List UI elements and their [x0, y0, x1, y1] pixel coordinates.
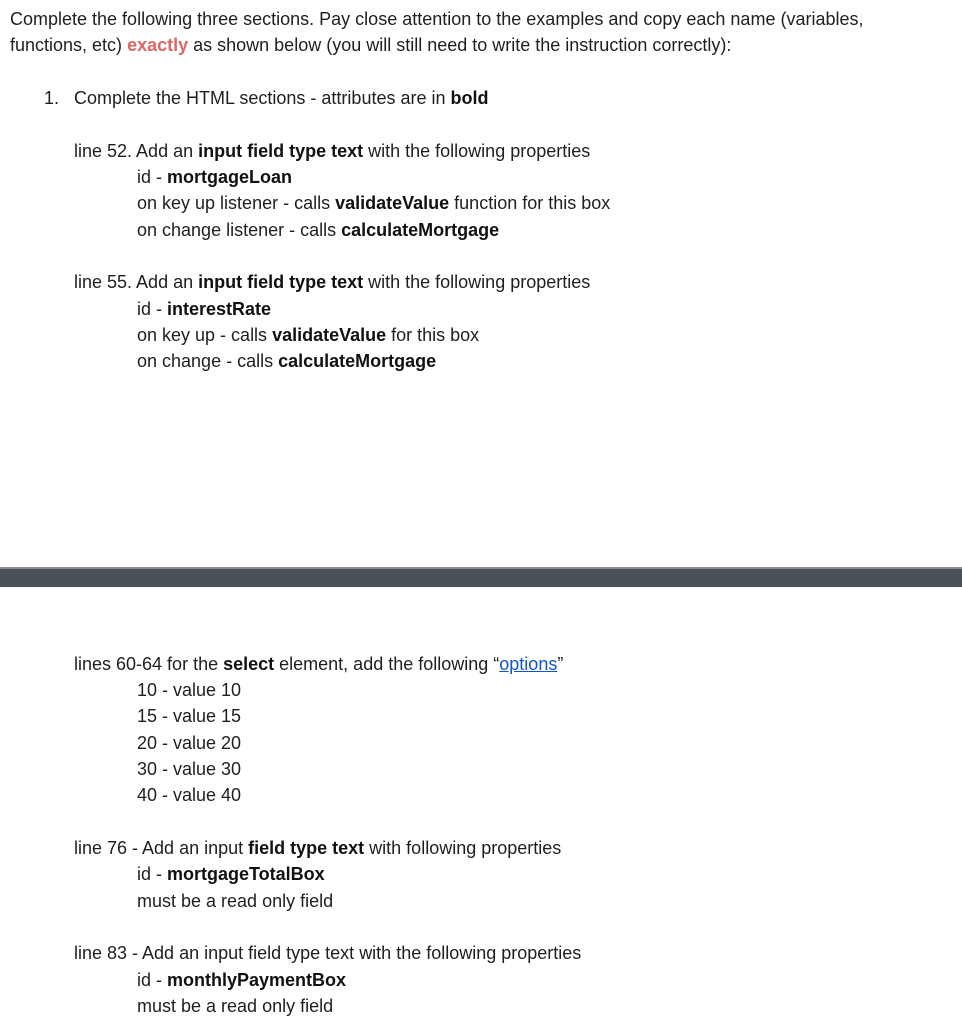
line55-keyup-c: for this box — [386, 325, 480, 345]
intro-line-1 — [10, 6, 863, 32]
emphasis-exactly: exactly — [127, 35, 189, 55]
intro-line-2 — [10, 32, 731, 58]
line52-head-b: input field type text — [198, 141, 364, 161]
line52-change — [137, 217, 499, 243]
section-1-text: Complete the HTML sections - attributes are in — [74, 88, 451, 108]
line52-heading — [74, 138, 590, 164]
line55-head-a: line 55. Add an — [74, 272, 199, 292]
line52-id — [137, 164, 292, 190]
lines60-head-d: ” — [557, 654, 564, 674]
line55-keyup-b: validateValue — [272, 325, 387, 345]
line52-keyup-a: on key up listener - calls — [137, 193, 336, 213]
line55-change-b: calculateMortgage — [278, 351, 437, 371]
line76-id — [137, 861, 325, 887]
lines60-heading — [74, 651, 563, 677]
line55-head-b: input field type text — [198, 272, 364, 292]
line76-id-label: id - — [137, 864, 168, 884]
line83-id-label: id - — [137, 970, 168, 990]
option-item: 10 - value 10 — [137, 680, 242, 700]
intro-text-1: Complete the following three sections. Pay close attention to the examples and copy each name (variables, — [10, 9, 864, 29]
option-item: 15 - value 15 — [137, 706, 242, 726]
line55-change-a: on change - calls — [137, 351, 279, 371]
lines60-head-b: select — [223, 654, 275, 674]
line52-head-a: line 52. Add an — [74, 141, 199, 161]
line52-keyup — [137, 190, 610, 216]
line52-id-value: mortgageLoan — [167, 167, 293, 187]
line76-head-b: field type text — [248, 838, 365, 858]
line76-heading — [74, 835, 561, 861]
line83-id — [137, 967, 346, 993]
line52-head-c: with the following properties — [363, 141, 591, 161]
line55-id — [137, 296, 271, 322]
line55-change — [137, 348, 436, 374]
line55-id-label: id - — [137, 299, 168, 319]
intro-text-2a: functions, etc) — [10, 35, 128, 55]
line76-readonly: must be a read only field — [137, 891, 334, 911]
line52-change-a: on change listener - calls — [137, 220, 342, 240]
line76-id-value: mortgageTotalBox — [167, 864, 325, 884]
section-1-number: 1. — [44, 88, 60, 108]
options-link[interactable]: options — [499, 654, 558, 674]
intro-text-2b: as shown below (you will still need to write the instruction correctly): — [188, 35, 732, 55]
section-1-heading — [74, 85, 489, 111]
line55-heading — [74, 269, 590, 295]
line52-id-label: id - — [137, 167, 168, 187]
line83-id-value: monthlyPaymentBox — [167, 970, 347, 990]
line83-readonly: must be a read only field — [137, 996, 334, 1016]
line52-keyup-c: function for this box — [449, 193, 611, 213]
option-item: 40 - value 40 — [137, 785, 242, 805]
line76-head-c: with following properties — [364, 838, 562, 858]
line55-keyup — [137, 322, 479, 348]
line76-head-a: line 76 - Add an input — [74, 838, 249, 858]
line55-id-value: interestRate — [167, 299, 272, 319]
line55-keyup-a: on key up - calls — [137, 325, 273, 345]
lines60-head-a: lines 60-64 for the — [74, 654, 224, 674]
line52-change-b: calculateMortgage — [341, 220, 500, 240]
line83-heading: line 83 - Add an input field type text with the following properties — [74, 943, 582, 963]
option-item: 30 - value 30 — [137, 759, 242, 779]
section-1-bold: bold — [450, 88, 489, 108]
line55-head-c: with the following properties — [363, 272, 591, 292]
page-divider — [0, 567, 962, 587]
option-item: 20 - value 20 — [137, 733, 242, 753]
line52-keyup-b: validateValue — [335, 193, 450, 213]
lines60-head-c: element, add the following “ — [274, 654, 500, 674]
